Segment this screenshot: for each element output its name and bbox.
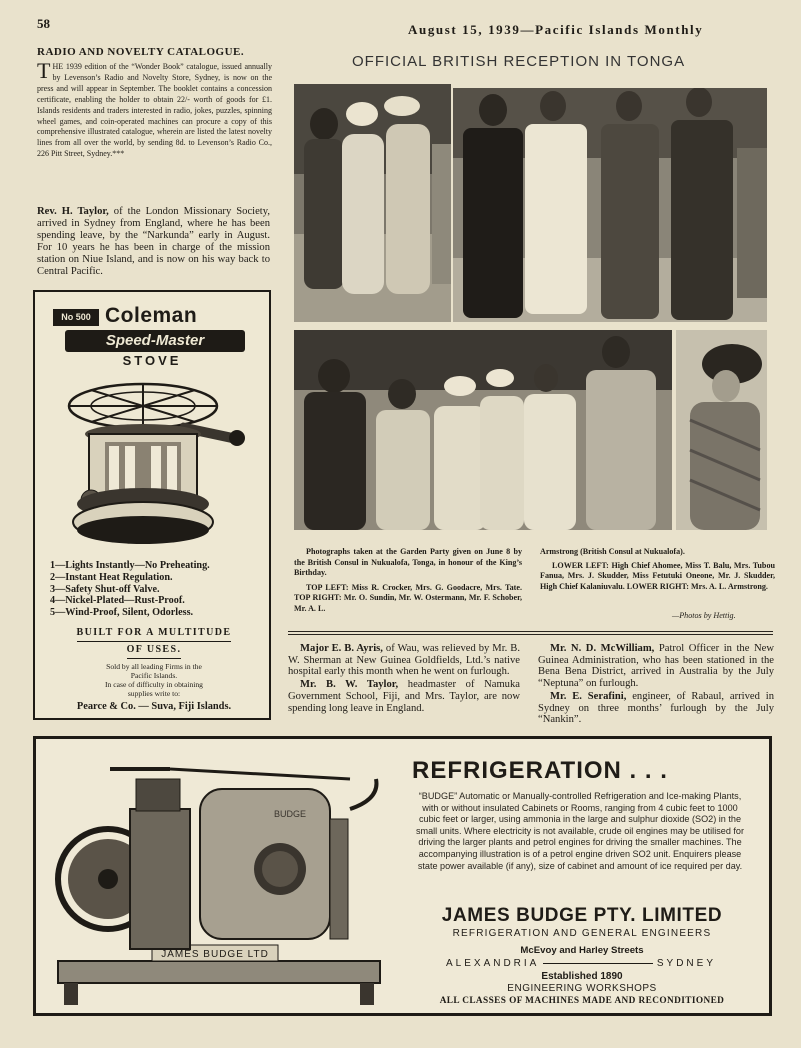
photo-caption-right (540, 547, 775, 592)
radio-catalogue-article (37, 58, 272, 160)
news-item (538, 643, 774, 690)
section-divider (288, 631, 773, 632)
taylor-note (37, 206, 270, 279)
taylor-name: Rev. H. Taylor, (37, 206, 109, 217)
sold-line: supplies write to: (127, 689, 181, 698)
feature-item: 1—Lights Instantly—No Preheating. (50, 560, 210, 571)
sold-line: Sold by all leading Firms in the (106, 662, 202, 671)
news-name: Mr. E. Serafini, (550, 690, 627, 702)
coleman-logo: Coleman (105, 304, 198, 327)
page-number: 58 (37, 16, 50, 31)
caption-continued: Armstrong (British Consul at Nukualofa). (540, 547, 685, 556)
built-line-1: BUILT FOR A MULTITUDE (77, 625, 232, 642)
news-text: Patrol Officer in the New Guinea Administration, who has been stationed in the Bena Bena District, arrived in Australia by the July “Neptuna” on furlough. (538, 643, 774, 690)
news-column-left (288, 643, 520, 715)
engine-label: BUDGE (273, 809, 307, 819)
company-tagline: REFRIGERATION AND GENERAL ENGINEERS (452, 928, 712, 939)
news-name: Major E. B. Ayris, (300, 643, 383, 654)
news-item (288, 679, 520, 714)
refrigeration-title: REFRIGERATION . . . (412, 757, 668, 784)
company-streets: McEvoy and Harley Streets (520, 945, 644, 956)
refrigeration-body: “BUDGE” Automatic or Manually-controlled Refrigeration and Ice-making Plants, with or without insulated Cabinets or Rooms, ranging from 4 cubic feet to 1000 cubic feet or larger, using ammonia in the large and sulphur dioxide (SO2) in the small units. Where electricity is not available, crude oil engines may be utilised for driving the larger plants and petrol engines for driving the smaller machines. The accompanying illustration is of a petrol engine driven SO2 unit. Enquirers please state power available (if any), size of cabinet and amount of ice required per day. (415, 791, 745, 871)
machine-plate-label: JAMES BUDGE LTD (161, 949, 269, 960)
all-classes-line: ALL CLASSES OF MACHINES MADE AND RECONDITIONED (439, 996, 725, 1006)
photo-top-right (453, 88, 767, 322)
photo-caption-left (294, 547, 522, 614)
news-item (288, 643, 520, 678)
workshops-line: ENGINEERING WORKSHOPS (507, 983, 657, 994)
feature-item: 3—Safety Shut-off Valve. (50, 583, 160, 595)
refrigeration-machine-illustration (50, 749, 390, 1014)
news-name: Mr. B. W. Taylor, (300, 679, 399, 691)
sold-by-note (43, 662, 265, 698)
built-for-uses (43, 625, 265, 659)
caption-lower: LOWER LEFT: High Chief Ahomee, Miss T. Balu, Mrs. Tubou Fanua, Mrs. J. Skudder, Miss Fetutuki Oneone, Mr. J. Skudder, High Chief Kalaniuvalu. LOWER RIGHT: Mrs. A. L. Armstrong. (540, 560, 775, 591)
news-text: headmaster of Namuka Government School, Fiji, and Mrs. Taylor, are now spending long leave in England. (288, 679, 520, 714)
coleman-brand-row (53, 304, 263, 328)
caption-intro: Photographs taken at the Garden Party given on June 8 by the British Consul in Nukualofa, Tonga, in honour of the King’s Birthday. (294, 547, 522, 577)
radio-catalogue-heading: RADIO AND NOVELTY CATALOGUE. (37, 46, 245, 58)
sold-line: Pacific Islands. (130, 671, 178, 680)
distributor-line: Pearce & Co. — Suva, Fiji Islands. (76, 701, 232, 712)
photo-top-left (294, 84, 451, 322)
company-name: JAMES BUDGE PTY. LIMITED (441, 905, 723, 926)
coleman-stove-ad (33, 290, 271, 720)
section-divider (288, 634, 773, 635)
refrigeration-ad (33, 736, 772, 1016)
photo-lower-right (676, 330, 767, 530)
product-type: STOVE (122, 353, 182, 368)
model-badge: No 500 (53, 309, 99, 326)
photo-lower-left (294, 330, 672, 530)
built-line-2: OF USES. (127, 642, 182, 659)
stove-illustration (61, 372, 251, 562)
city-left: ALEXANDRIA (446, 958, 540, 969)
caption-top: TOP LEFT: Miss R. Crocker, Mrs. G. Goodacre, Mrs. Tate. TOP RIGHT: Mr. O. Sundin, Mr. W. Ostermann, Mr. F. Schober, Mr. A. L. (294, 582, 522, 613)
established-line: Established 1890 (541, 971, 623, 982)
radio-catalogue-text: HE 1939 edition of the “Wonder Book” catalogue, issued annually by Levenson’s Radio and Novelty Store, Sydney, is now on the press and will appear in September. The booklet contains a concession certificate, enabling the holder to obtain 22/- worth of goods for £1. Islands residents and traders interested in radio, jokes, puzzles, spinning wheel games, and coin-operated machines can procure a copy of this comprehensive illustrated catalogue, wherein are listed the latest novelty lines from all over the world, by sending 8d. to Levenson’s Radio Co., 226 Pitt Street, Sydney.*** (37, 62, 272, 159)
feature-item: 4—Nickel-Plated—Rust-Proof. (50, 595, 185, 607)
company-city (446, 958, 716, 969)
city-dash (543, 963, 653, 964)
news-text: engineer, of Rabaul, arrived in Sydney on three months’ furlough by the July “Nankin”. (538, 690, 774, 726)
feature-item: 5—Wind-Proof, Silent, Odorless. (50, 607, 194, 619)
drop-cap: T (37, 58, 51, 83)
taylor-text: of the London Missionary Society, arrived in Sydney from England, where he has been spending leave, by the “Narkunda” early in August. For 10 years he has been in charge of the mission station on Niue Island, and is now on his way back to Central Pacific. (37, 206, 271, 278)
news-name: Mr. N. D. McWilliam, (550, 643, 655, 654)
city-right: SYDNEY (656, 958, 716, 969)
news-column-right (538, 643, 774, 727)
feature-item: 2—Instant Heat Regulation. (50, 571, 173, 583)
product-name-banner: Speed-Master (65, 330, 245, 352)
news-text: of Wau, was relieved by Mr. B. W. Sherman at New Guinea Goldfields, Ltd.’s native hospital early this month when he went on furlough. (288, 643, 520, 678)
running-head: August 15, 1939—Pacific Islands Monthly (408, 22, 704, 37)
feature-list (50, 560, 210, 619)
photo-section-heading: OFFICIAL BRITISH RECEPTION IN TONGA (352, 53, 686, 70)
news-item (538, 691, 774, 726)
sold-line: In case of difficulty in obtaining (105, 680, 203, 689)
photo-credit: —Photos by Hettig. (672, 611, 736, 620)
